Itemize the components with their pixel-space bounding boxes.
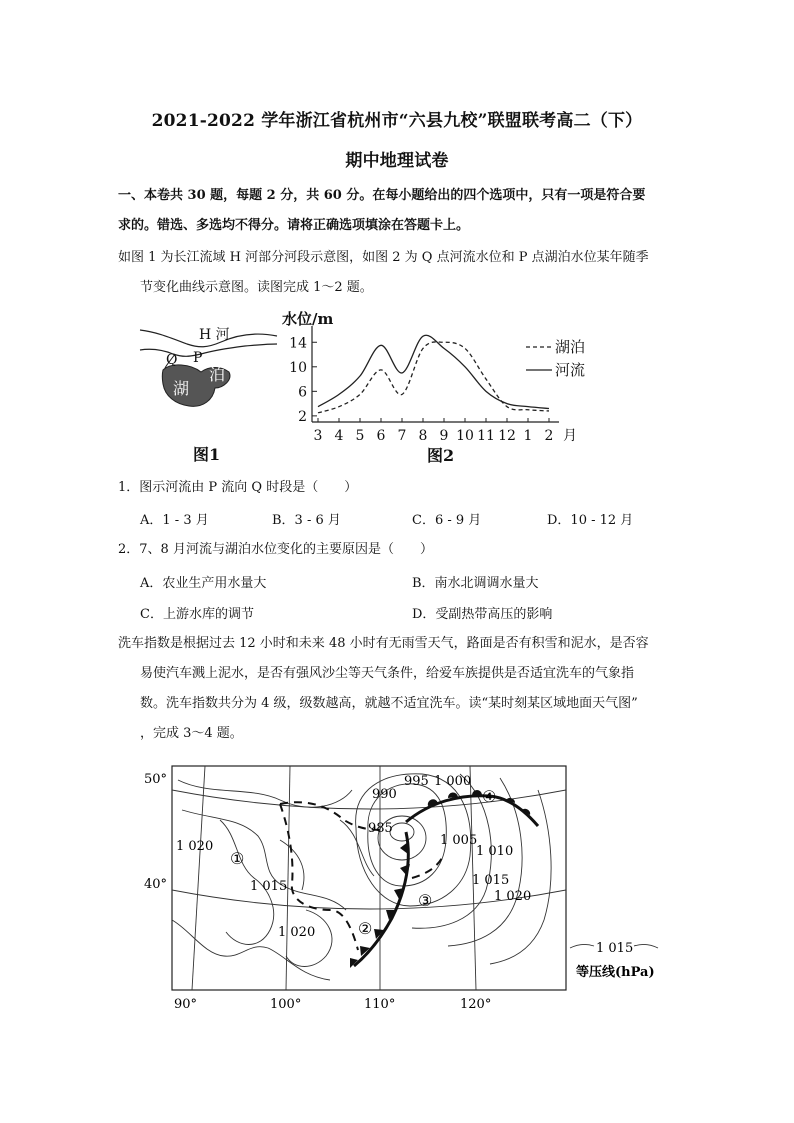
legend-lake: 湖泊	[555, 338, 586, 356]
x-tick-label: 9	[439, 428, 449, 444]
x-tick-label: 5	[355, 428, 365, 444]
q2-option-d[interactable]: D．受副热带高压的影响	[412, 607, 553, 622]
intro2-line4: ，完成 3～4 题。	[140, 726, 243, 741]
isobar-1005-label: 1 005	[440, 833, 478, 848]
intro2-line3: 数。洗车指数共分为 4 级，级数越高，就越不适宜洗车。读“某时刻某区域地面天气图”	[140, 696, 638, 711]
instructions	[118, 181, 686, 241]
series-line-lake	[318, 342, 549, 413]
lon-120-label: 120°	[460, 997, 492, 1012]
x-tick-label: 7	[397, 428, 407, 444]
instructions-line1: 一、本卷共 30 题，每题 2 分，共 60 分。在每小题给出的四个选项中，只有一项是符合要	[118, 188, 646, 203]
weather-map	[130, 760, 680, 1015]
series-line-river	[318, 335, 549, 408]
intro-2	[118, 629, 686, 749]
isobar-1020-east-label: 1 020	[494, 889, 532, 904]
exam-title-line2: 期中地理试卷	[345, 151, 449, 171]
isobar-1010-label: 1 010	[476, 844, 514, 859]
legend-river: 河流	[555, 361, 586, 379]
x-tick-label: 10	[456, 428, 474, 444]
lon-110-label: 110°	[364, 997, 396, 1012]
lake-char-1: 湖	[173, 379, 190, 398]
y-tick-label: 2	[298, 408, 307, 425]
isobar-990-label: 990	[372, 787, 397, 802]
cold-front	[354, 832, 408, 966]
lon-100-label: 100°	[270, 997, 302, 1012]
question-1-stem: 1．图示河流由 P 流向 Q 时段是（ ）	[118, 480, 358, 495]
marker-2: ②	[358, 919, 373, 938]
exam-title-line1: 2021-2022 学年浙江省杭州市“六县九校”联盟联考高二（下）	[151, 111, 643, 131]
isobar-1020-west-label: 1 020	[176, 839, 214, 854]
legend-isobar-left	[570, 944, 594, 948]
q1-option-c[interactable]: C．6 - 9 月	[412, 513, 482, 528]
marker-4: ④	[482, 787, 497, 806]
x-tick-label: 11	[477, 428, 495, 444]
intro1-line2: 节变化曲线示意图。读图完成 1～2 题。	[140, 280, 373, 295]
x-tick-label: 6	[376, 428, 386, 444]
x-tick-label: 2	[544, 428, 554, 444]
isobar-1015-east-label: 1 015	[472, 873, 510, 888]
figure-2-chart	[276, 304, 616, 469]
isobar-995-label: 995	[404, 774, 429, 789]
y-tick-label: 14	[289, 335, 307, 352]
q1-option-b[interactable]: B．3 - 6 月	[272, 513, 341, 528]
lat-50-label: 50°	[144, 772, 168, 787]
x-unit-label: 月	[563, 428, 577, 444]
legend-isobar-value: 1 015	[596, 941, 634, 956]
q2-option-a[interactable]: A．农业生产用水量大	[140, 576, 267, 591]
isobar-1020-south-label: 1 020	[278, 925, 316, 940]
longitude-90	[192, 766, 205, 990]
chart-legend	[526, 338, 585, 379]
q1-option-a[interactable]: A．1 - 3 月	[140, 513, 209, 528]
question-2-stem: 2．7、8 月河流与湖泊水位变化的主要原因是（ ）	[118, 542, 433, 557]
figure-1	[135, 318, 285, 468]
y-tick-label: 10	[289, 359, 307, 376]
x-tick-label: 1	[523, 428, 533, 444]
x-tick-label: 12	[498, 428, 516, 444]
isobar-1015-west-label: 1 015	[250, 879, 288, 894]
lat-40-label: 40°	[144, 877, 168, 892]
legend-isobar-right	[634, 944, 658, 948]
intro2-line2: 易使汽车溅上泥水，是否有强风沙尘等天气条件，给爱车族提供是否适宜洗车的气象指	[140, 666, 635, 681]
x-tick-label: 3	[313, 428, 323, 444]
x-tick-label: 8	[418, 428, 428, 444]
lake-char-2: 泊	[209, 365, 226, 384]
lon-90-label: 90°	[174, 997, 198, 1012]
y-axis-title: 水位/m	[282, 310, 334, 328]
marker-1: ①	[230, 849, 245, 868]
q1-option-d[interactable]: D．10 - 12 月	[547, 513, 634, 528]
intro-1	[118, 243, 686, 303]
q2-option-b[interactable]: B．南水北调调水量大	[412, 576, 539, 591]
fig1-caption: 图1	[193, 445, 221, 464]
isobar-1000-label: 1 000	[434, 774, 472, 789]
isobar-west-2	[182, 810, 346, 910]
q2-option-c[interactable]: C．上游水库的调节	[140, 607, 254, 622]
river-label: H 河	[199, 327, 230, 343]
p-label: P	[193, 350, 203, 366]
x-tick-label: 4	[334, 428, 344, 444]
q-label: Q	[166, 352, 178, 368]
y-tick-label: 6	[298, 384, 307, 401]
isobar-985-label: 985	[368, 821, 393, 836]
instructions-line2: 求的。错选、多选均不得分。请将正确选项填涂在答题卡上。	[118, 218, 470, 233]
fig2-caption: 图2	[427, 446, 455, 465]
intro1-line1: 如图 1 为长江流域 H 河部分河段示意图，如图 2 为 Q 点河流水位和 P 点湖泊水位某年随季	[118, 250, 649, 265]
isobar-985	[390, 823, 414, 841]
intro2-line1: 洗车指数是根据过去 12 小时和未来 48 小时有无雨雪天气，路面是否有积雪和泥水，是否容	[118, 636, 649, 651]
legend-isobar-text: 等压线(hPa)	[576, 965, 655, 980]
marker-3: ③	[418, 891, 433, 910]
